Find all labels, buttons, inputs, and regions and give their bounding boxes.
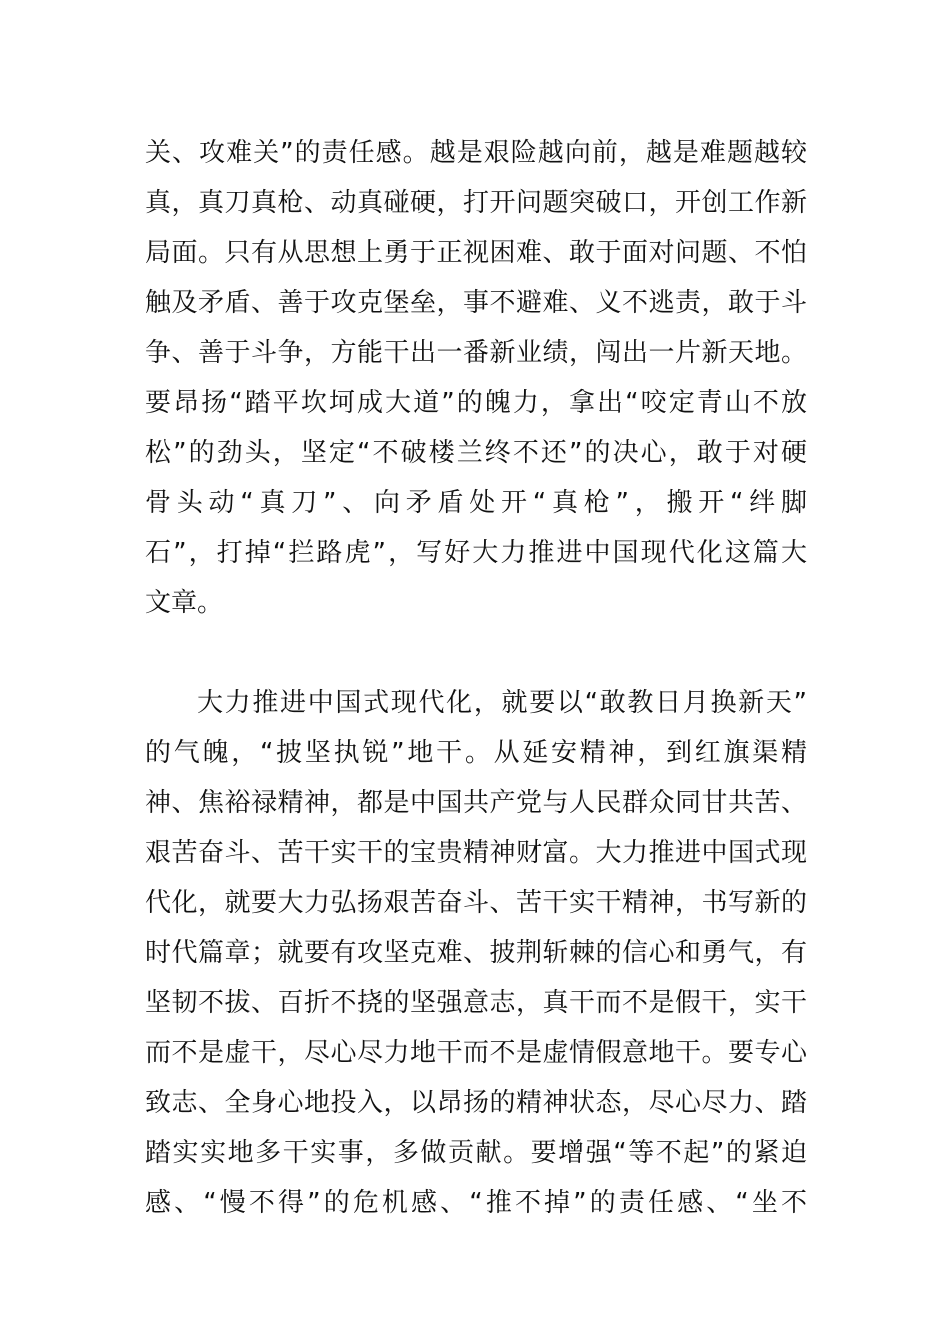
text-line: 艰苦奋斗、苦干实干的宝贵精神财富。大力推进中国式现 — [145, 838, 807, 868]
text-line: 触及矛盾、善于攻克堡垒，事不避难、义不逃责，敢于斗 — [145, 288, 807, 318]
text-line: 文章。 — [145, 588, 224, 618]
text-line: 踏实实地多干实事，多做贡献。要增强“等不起”的紧迫 — [145, 1138, 807, 1168]
text-line: 代化，就要大力弘扬艰苦奋斗、苦干实干精神，书写新的 — [145, 888, 807, 918]
text-line: 争、善于斗争，方能干出一番新业绩，闯出一片新天地。 — [145, 338, 807, 368]
text-line: 石”，打掉“拦路虎”，写好大力推进中国现代化这篇大 — [145, 538, 807, 568]
text-line: 真，真刀真枪、动真碰硬，打开问题突破口，开创工作新 — [145, 188, 807, 218]
text-line: 局面。只有从思想上勇于正视困难、敢于面对问题、不怕 — [145, 238, 807, 268]
text-line: 时代篇章；就要有攻坚克难、披荆斩棘的信心和勇气，有 — [145, 938, 807, 968]
text-line: 大力推进中国式现代化，就要以“敢教日月换新天” — [197, 688, 807, 718]
text-line: 骨头动“真刀”、向矛盾处开“真枪”，搬开“绊脚 — [145, 488, 807, 518]
text-line: 而不是虚干，尽心尽力地干而不是虚情假意地干。要专心 — [145, 1038, 807, 1068]
text-line: 致志、全身心地投入，以昂扬的精神状态，尽心尽力、踏 — [145, 1088, 807, 1118]
paragraph-spacer — [145, 628, 807, 678]
text-line: 松”的劲头，坚定“不破楼兰终不还”的决心，敢于对硬 — [145, 438, 807, 468]
document-body — [145, 128, 807, 1228]
text-line: 要昂扬“踏平坎坷成大道”的魄力，拿出“咬定青山不放 — [145, 388, 807, 418]
paragraph-1 — [145, 128, 807, 628]
text-line: 坚韧不拔、百折不挠的坚强意志，真干而不是假干，实干 — [145, 988, 807, 1018]
paragraph-2 — [145, 678, 807, 1228]
text-line: 关、攻难关”的责任感。越是艰险越向前，越是难题越较 — [145, 138, 807, 168]
text-line: 感、“慢不得”的危机感、“推不掉”的责任感、“坐不 — [145, 1188, 807, 1218]
text-line: 的气魄，“披坚执锐”地干。从延安精神，到红旗渠精 — [145, 738, 807, 768]
text-line: 神、焦裕禄精神，都是中国共产党与人民群众同甘共苦、 — [145, 788, 807, 818]
